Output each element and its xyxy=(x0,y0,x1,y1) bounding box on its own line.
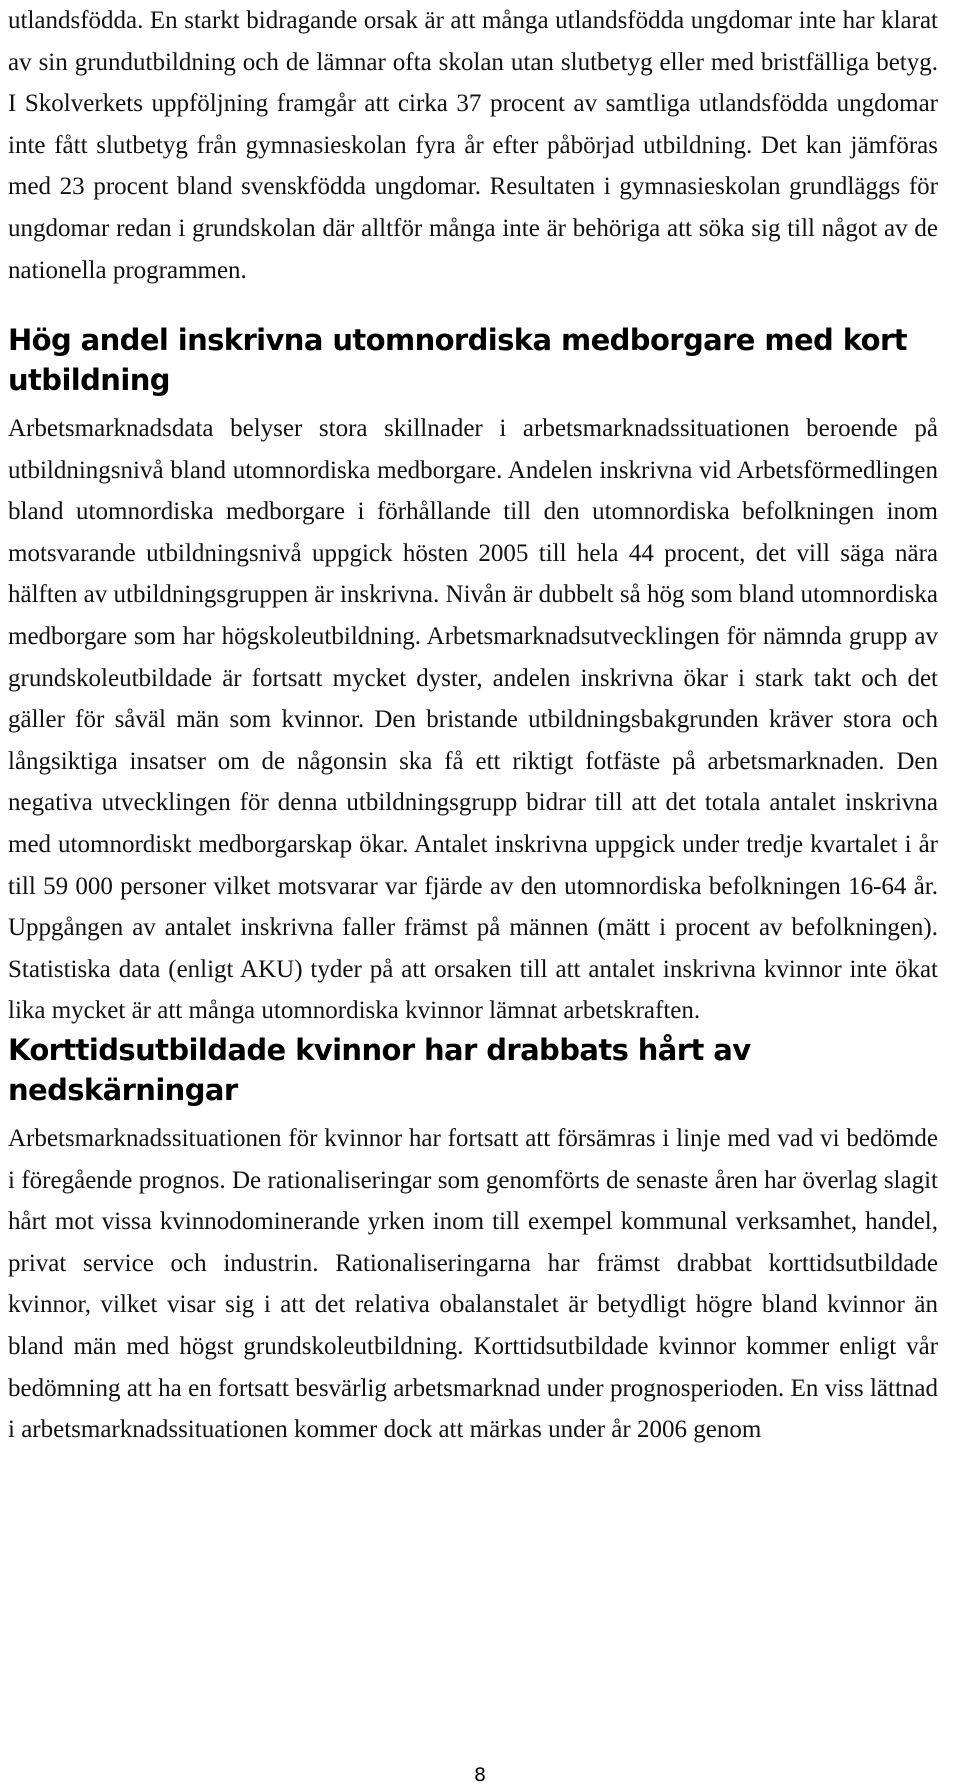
section-heading: Hög andel inskrivna utomnordiska medborgare med kort utbildning xyxy=(8,323,907,397)
body-paragraph: utlandsfödda. En starkt bidragande orsak är att många utlandsfödda ungdomar inte har klarat av sin grundutbildning och de lämnar ofta skolan utan slutbetyg eller med bristfälliga betyg. I Skolverkets uppföljning framgår att cirka 37 procent av samtliga utlandsfödda ungdomar inte fått slutbetyg från gymnasieskolan fyra år efter påbörjad utbildning. Det kan jämföras med 23 procent bland svenskfödda ungdomar. Resultaten i gymnasieskolan grundläggs för ungdomar redan i grundskolan där alltför många inte är behöriga att söka sig till något av de nationella programmen. xyxy=(8,7,938,284)
section-heading: Korttidsutbildade kvinnor har drabbats hårt av nedskärningar xyxy=(8,1033,751,1107)
body-paragraph: Arbetsmarknadssituationen för kvinnor har fortsatt att försämras i linje med vad vi bedömde i föregående prognos. De rationaliseringar som genomförts de senaste åren har överlag slagit hårt mot vissa kvinnodominerande yrken inom till exempel kommunal verksamhet, handel, privat service och industrin. Rationaliseringarna har främst drabbat korttidsutbildade kvinnor, vilket visar sig i att det relativa obalanstalet är betydligt högre bland kvinnor än bland män med högst grundskoleutbildning. Korttidsutbildade kvinnor kommer enligt vår bedömning att ha en fortsatt besvärlig arbetsmarknad under prognosperioden. En viss lättnad i arbetsmarknadssituationen kommer dock att märkas under år 2006 genom xyxy=(8,1125,938,1444)
page-number: 8 xyxy=(473,1764,487,1786)
body-paragraph: Arbetsmarknadsdata belyser stora skillnader i arbetsmarknadssituationen beroende på utbildningsnivå bland utomnordiska medborgare. Andelen inskrivna vid Arbetsförmedlingen bland utomnordiska medborgare i förhållande till den utomnordiska befolkningen inom motsvarande utbildningsnivå uppgick hösten 2005 till hela 44 procent, det vill säga nära hälften av utbildningsgruppen är inskrivna. Nivån är dubbelt så hög som bland utomnordiska medborgare som har högskoleutbildning. Arbetsmarknadsutvecklingen för nämnda grupp av grundskoleutbildade är fortsatt mycket dyster, andelen inskrivna ökar i stark takt och det gäller för såväl män som kvinnor. Den bristande utbildningsbakgrunden kräver stora och långsiktiga insatser om de någonsin ska få ett riktigt fotfäste på arbetsmarknaden. Den negativa utvecklingen för denna utbildningsgrupp bidrar till att det totala antalet inskrivna med utomnordiskt medborgarskap ökar. Antalet inskrivna uppgick under tredje kvartalet i år till 59 000 personer vilket motsvarar var fjärde av den utomnordiska befolkningen 16-64 år. Uppgången av antalet inskrivna faller främst på männen (mätt i procent av befolkningen). Statistiska data (enligt AKU) tyder på att orsaken till att antalet inskrivna kvinnor inte ökat lika mycket är att många utomnordiska kvinnor lämnat arbetskraften. xyxy=(8,415,938,1025)
